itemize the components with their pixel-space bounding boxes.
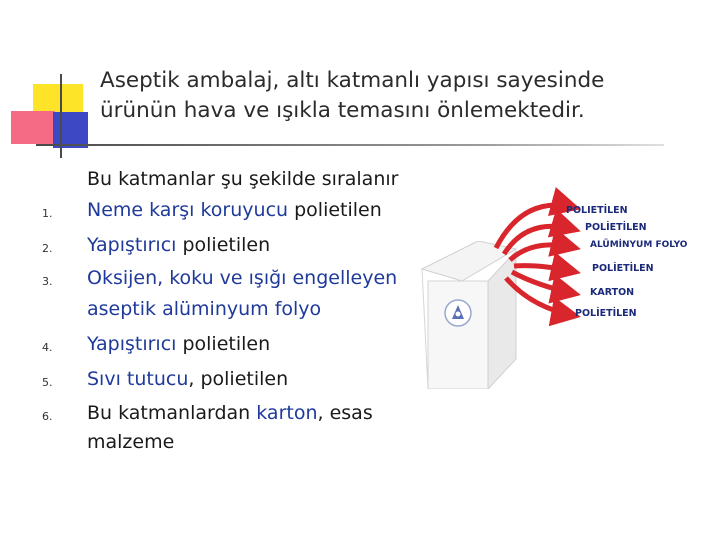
title-divider-line: [36, 144, 664, 146]
layer-label-polyethylene-1: POLIETİLEN: [566, 205, 628, 216]
intro-text: Bu katmanlar şu şekilde sıralanır: [87, 168, 399, 190]
decorative-blue-square: [53, 112, 88, 148]
list-text-line-2: aseptik alüminyum folyo: [87, 298, 322, 320]
list-text-plain: polietilen: [182, 333, 271, 355]
list-number: 2.: [42, 242, 53, 255]
list-text: [87, 366, 288, 392]
list-number: 4.: [42, 341, 53, 354]
aseptic-carton-figure: [410, 186, 710, 386]
layer-label-polyethylene-3: POLİETİLEN: [592, 263, 654, 274]
list-number: 6.: [42, 410, 53, 423]
list-text-plain: , polietilen: [188, 368, 289, 390]
title-line-2: ürünün hava ve ışıkla temasını önlemektedir.: [100, 98, 585, 123]
layer-label-aluminium-foil: ALÜMİNYUM FOLYO: [590, 240, 688, 250]
title-line-1: Aseptik ambalaj, altı katmanlı yapısı sayesinde: [100, 68, 605, 93]
list-text: [87, 400, 373, 426]
list-text-line-2: malzeme: [87, 431, 175, 453]
list-text: [87, 197, 382, 223]
list-text: [87, 331, 270, 357]
layer-label-polyethylene-4: POLİETİLEN: [575, 308, 637, 319]
list-text-plain: polietilen: [294, 199, 382, 221]
list-text-highlight: Yapıştırıcı: [87, 333, 183, 355]
list-text-highlight: Yapıştırıcı: [87, 234, 183, 256]
list-text-highlight: Sıvı tutucu: [87, 368, 189, 390]
list-text-plain: polietilen: [182, 234, 271, 256]
layer-label-polyethylene-2: POLİETİLEN: [585, 222, 647, 233]
list-text-highlight: karton: [256, 402, 318, 424]
list-text-highlight: Neme karşı koruyucu: [87, 199, 295, 221]
list-number: 3.: [42, 275, 53, 288]
list-text: [87, 232, 270, 258]
layer-label-carton: KARTON: [590, 287, 635, 298]
list-text-line-1: Oksijen, koku ve ışığı engelleyen: [87, 267, 398, 289]
list-number: 5.: [42, 376, 53, 389]
list-number: 1.: [42, 207, 53, 220]
list-text-plain: Bu katmanlardan: [87, 402, 257, 424]
list-text-plain: , esas: [317, 402, 373, 424]
slide-title: [100, 66, 700, 126]
decorative-pink-square: [11, 111, 55, 144]
